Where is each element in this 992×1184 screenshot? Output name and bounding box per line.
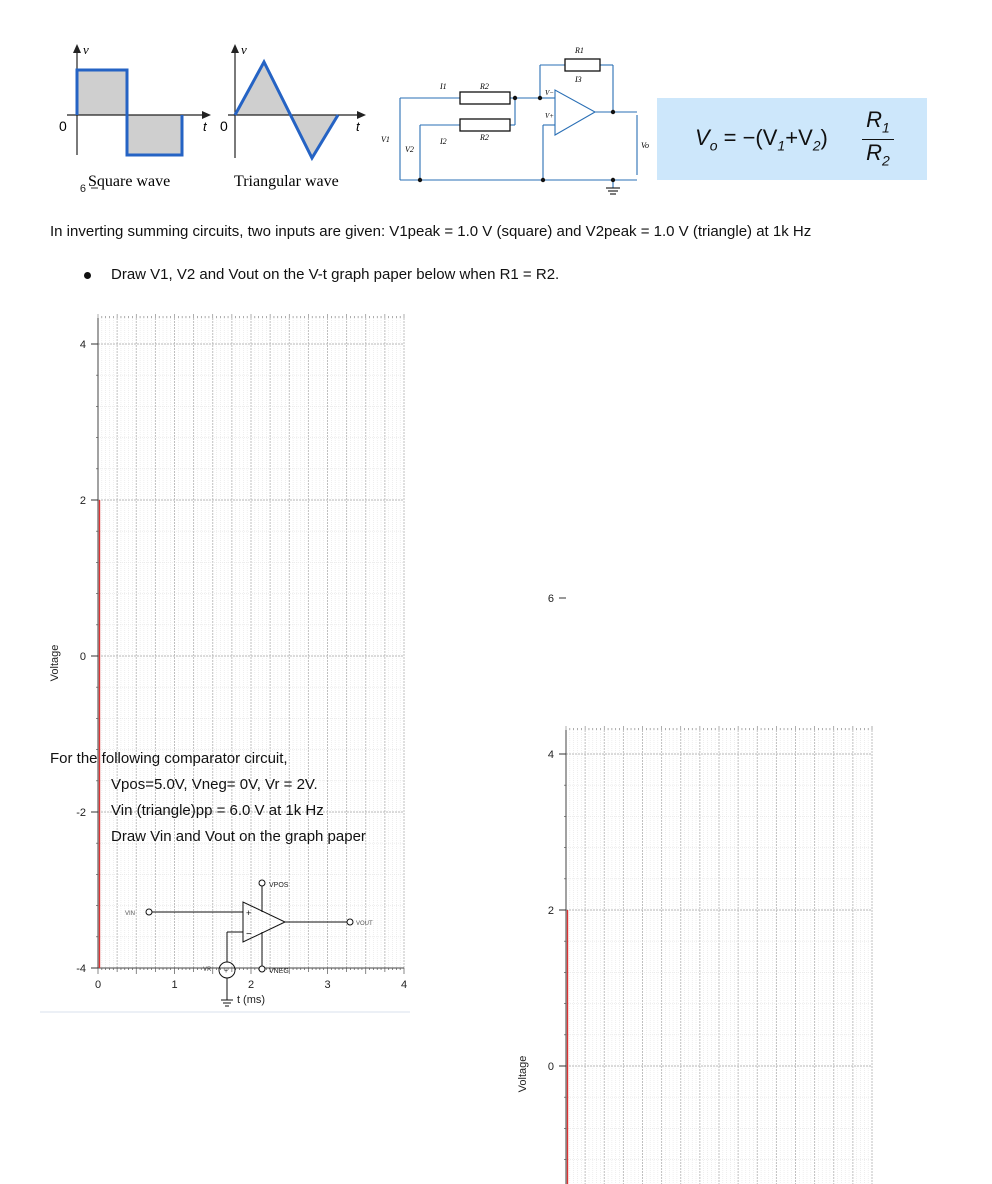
comp-vout-label: VOUT bbox=[356, 921, 373, 927]
problem1-intro: In inverting summing circuits, two inputs are given: V1peak = 1.0 V (square) and V2peak = 1.0 V (triangle) at 1k Hz bbox=[50, 223, 812, 240]
y-tick-label: 6 bbox=[547, 593, 554, 605]
r1-resistor bbox=[565, 59, 600, 71]
r1-label: R1 bbox=[575, 46, 584, 55]
v2-label: V2 bbox=[405, 145, 414, 154]
y-tick-label: 6 bbox=[79, 183, 86, 195]
comp-vpos-label: VPOS bbox=[269, 882, 289, 889]
y-tick-label: -4 bbox=[76, 963, 86, 975]
svg-text:+: + bbox=[224, 968, 229, 975]
square-wave-negative-fill bbox=[127, 115, 182, 155]
r2-resistor-top bbox=[460, 92, 510, 104]
comparator-schematic bbox=[115, 870, 375, 1020]
x-tick-label: 4 bbox=[400, 979, 408, 991]
problem2-line1: Vpos=5.0V, Vneg= 0V, Vr = 2V. bbox=[111, 776, 318, 793]
i1-label: I1 bbox=[440, 82, 447, 91]
y-tick-label: 4 bbox=[547, 749, 554, 761]
formula-num: R bbox=[866, 107, 883, 132]
x-tick-label: 2 bbox=[247, 979, 255, 991]
x-tick-label: 0 bbox=[94, 979, 102, 991]
formula-num-sub: 1 bbox=[882, 119, 890, 136]
formula-sub2: 2 bbox=[812, 137, 821, 154]
y-tick-label: 0 bbox=[547, 1061, 554, 1073]
graph2 bbox=[510, 593, 930, 1116]
square-wave-v-label: v bbox=[83, 42, 89, 57]
summing-amplifier-schematic bbox=[375, 40, 655, 190]
i3-label: I3 bbox=[575, 75, 582, 84]
formula-numerator bbox=[862, 108, 894, 140]
problem2-line2: Vin (triangle)pp = 6.0 V at 1k Hz bbox=[111, 802, 324, 819]
comp-vr-label: VR bbox=[203, 967, 212, 973]
y-axis-label: Voltage bbox=[49, 644, 61, 682]
y-tick-label: 2 bbox=[547, 905, 554, 917]
y-axis-label: Voltage bbox=[517, 1055, 529, 1093]
formula-den: R bbox=[866, 140, 883, 166]
problem2-line3: Draw Vin and Vout on the graph paper bbox=[111, 828, 366, 845]
square-wave-positive-fill bbox=[77, 70, 127, 115]
comp-vin-label: VIN bbox=[125, 911, 136, 917]
r2-label-top: R2 bbox=[480, 82, 489, 91]
triangle-wave-t-arrow bbox=[357, 111, 366, 119]
formula-den-sub: 2 bbox=[882, 152, 890, 169]
svg-text:−: − bbox=[246, 929, 252, 940]
vo-label: Vo bbox=[641, 141, 649, 150]
i2-label: I2 bbox=[440, 137, 447, 146]
formula-plus: +V bbox=[785, 125, 813, 150]
square-wave-caption: Square wave bbox=[88, 173, 171, 190]
formula-fraction bbox=[862, 108, 894, 174]
y-tick-label: 0 bbox=[79, 651, 86, 663]
y-tick-label: -2 bbox=[76, 807, 86, 819]
y-tick-label: 4 bbox=[79, 339, 86, 351]
formula-close: ) bbox=[820, 125, 828, 150]
comp-vneg-label: VNEG bbox=[269, 968, 289, 975]
bullet-dot bbox=[84, 272, 91, 279]
triangle-wave-positive-fill bbox=[235, 62, 291, 115]
triangle-wave-t-label: t bbox=[356, 119, 360, 134]
square-wave-t-arrow bbox=[202, 111, 211, 119]
triangle-wave-v-arrow bbox=[231, 44, 239, 53]
triangle-wave-figure bbox=[220, 40, 380, 195]
problem1-bullet: Draw V1, V2 and Vout on the V-t graph paper below when R1 = R2. bbox=[111, 266, 560, 283]
x-tick-label: 3 bbox=[324, 979, 331, 991]
formula-middle: = −(V bbox=[723, 125, 778, 150]
vplus-label: V+ bbox=[545, 112, 554, 120]
svg-text:+: + bbox=[246, 908, 252, 918]
triangle-wave-caption: Triangular wave bbox=[234, 173, 339, 190]
r2-label-bottom: R2 bbox=[480, 133, 489, 142]
graph-paper-grid bbox=[566, 730, 872, 1184]
formula-vo-sub: o bbox=[709, 137, 718, 154]
square-wave-v-arrow bbox=[73, 44, 81, 53]
triangle-wave-v-label: v bbox=[241, 42, 247, 57]
formula-sub1: 1 bbox=[777, 137, 786, 154]
summing-formula bbox=[695, 125, 828, 153]
v1-label: V1 bbox=[381, 135, 390, 144]
vminus-label: V− bbox=[545, 89, 554, 97]
square-wave-t-label: t bbox=[203, 119, 207, 134]
square-wave-figure bbox=[55, 40, 220, 195]
square-wave-zero-label: 0 bbox=[59, 118, 67, 134]
formula-vo: V bbox=[695, 125, 710, 150]
problem2-intro: For the following comparator circuit, bbox=[50, 750, 288, 767]
triangle-wave-zero-label: 0 bbox=[220, 118, 228, 134]
x-axis-label: t (ms) bbox=[236, 994, 266, 1006]
r2-resistor-bottom bbox=[460, 119, 510, 131]
formula-box bbox=[657, 98, 927, 180]
formula-denominator bbox=[862, 140, 894, 173]
y-tick-label: 2 bbox=[79, 495, 86, 507]
x-tick-label: 1 bbox=[171, 979, 178, 991]
